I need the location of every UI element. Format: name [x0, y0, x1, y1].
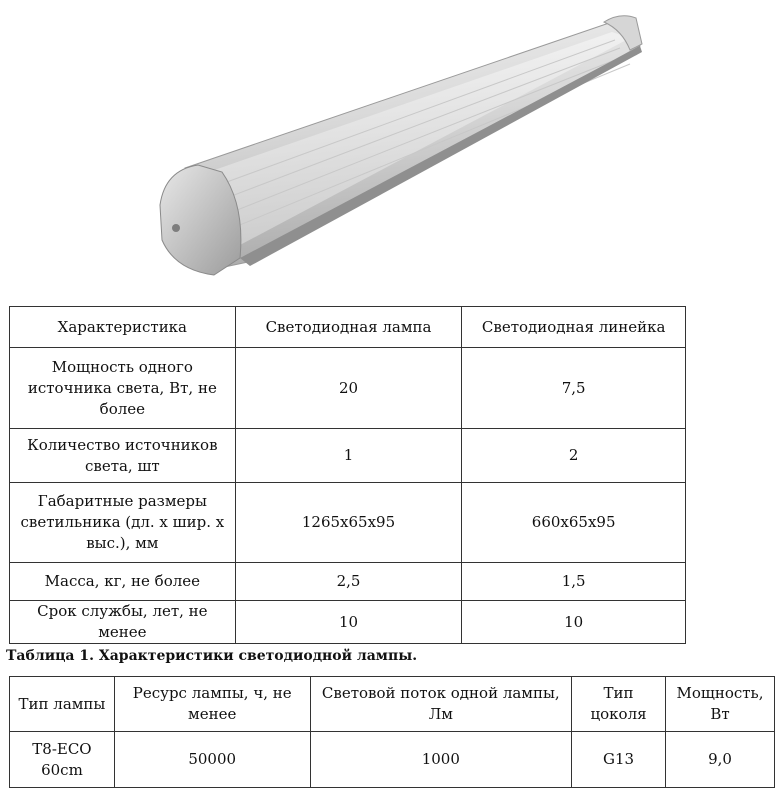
table-cell: 7,5	[462, 348, 686, 429]
header-cell: Ресурс лампы, ч, не менее	[114, 677, 310, 732]
lamp-table	[9, 676, 775, 788]
table-cell: 1000	[310, 732, 572, 788]
header-cell: Мощность, Вт	[665, 677, 774, 732]
table-cell: 10	[235, 601, 462, 644]
header-cell: Тип цоколя	[572, 677, 666, 732]
table-cell: 9,0	[665, 732, 774, 788]
specs-table	[9, 306, 686, 644]
header-cell: Световой поток одной лампы, Лм	[310, 677, 572, 732]
table-row	[10, 601, 686, 644]
table-cell: 1	[235, 429, 462, 483]
header-cell: Светодиодная линейка	[462, 307, 686, 348]
header-cell: Светодиодная лампа	[235, 307, 462, 348]
table-caption: Таблица 1. Характеристики светодиодной лампы.	[6, 648, 418, 664]
header-cell: Характеристика	[10, 307, 236, 348]
table-cell: Масса, кг, не более	[10, 563, 236, 601]
table-cell: Количество источников света, шт	[10, 429, 236, 483]
table-cell: G13	[572, 732, 666, 788]
table-cell: 50000	[114, 732, 310, 788]
table-row	[10, 429, 686, 483]
table-cell: 660х65х95	[462, 483, 686, 563]
table-cell: Габаритные размеры светильника (дл. х шир. х выс.), мм	[10, 483, 236, 563]
table-cell: Мощность одного источника света, Вт, не более	[10, 348, 236, 429]
table-cell: T8-ECO 60cm	[10, 732, 115, 788]
header-cell: Тип лампы	[10, 677, 115, 732]
table-cell: 2,5	[235, 563, 462, 601]
table-header-row	[10, 307, 686, 348]
table-cell: 1265х65х95	[235, 483, 462, 563]
table-cell: 2	[462, 429, 686, 483]
table-cell: 10	[462, 601, 686, 644]
product-photo	[0, 0, 782, 300]
table-cell: Срок службы, лет, не менее	[10, 601, 236, 644]
lamp-body	[185, 22, 642, 270]
table-cell: 20	[235, 348, 462, 429]
table-row	[10, 732, 775, 788]
table-row	[10, 348, 686, 429]
table-row	[10, 483, 686, 563]
table-row	[10, 563, 686, 601]
table-header-row	[10, 677, 775, 732]
table-cell: 1,5	[462, 563, 686, 601]
